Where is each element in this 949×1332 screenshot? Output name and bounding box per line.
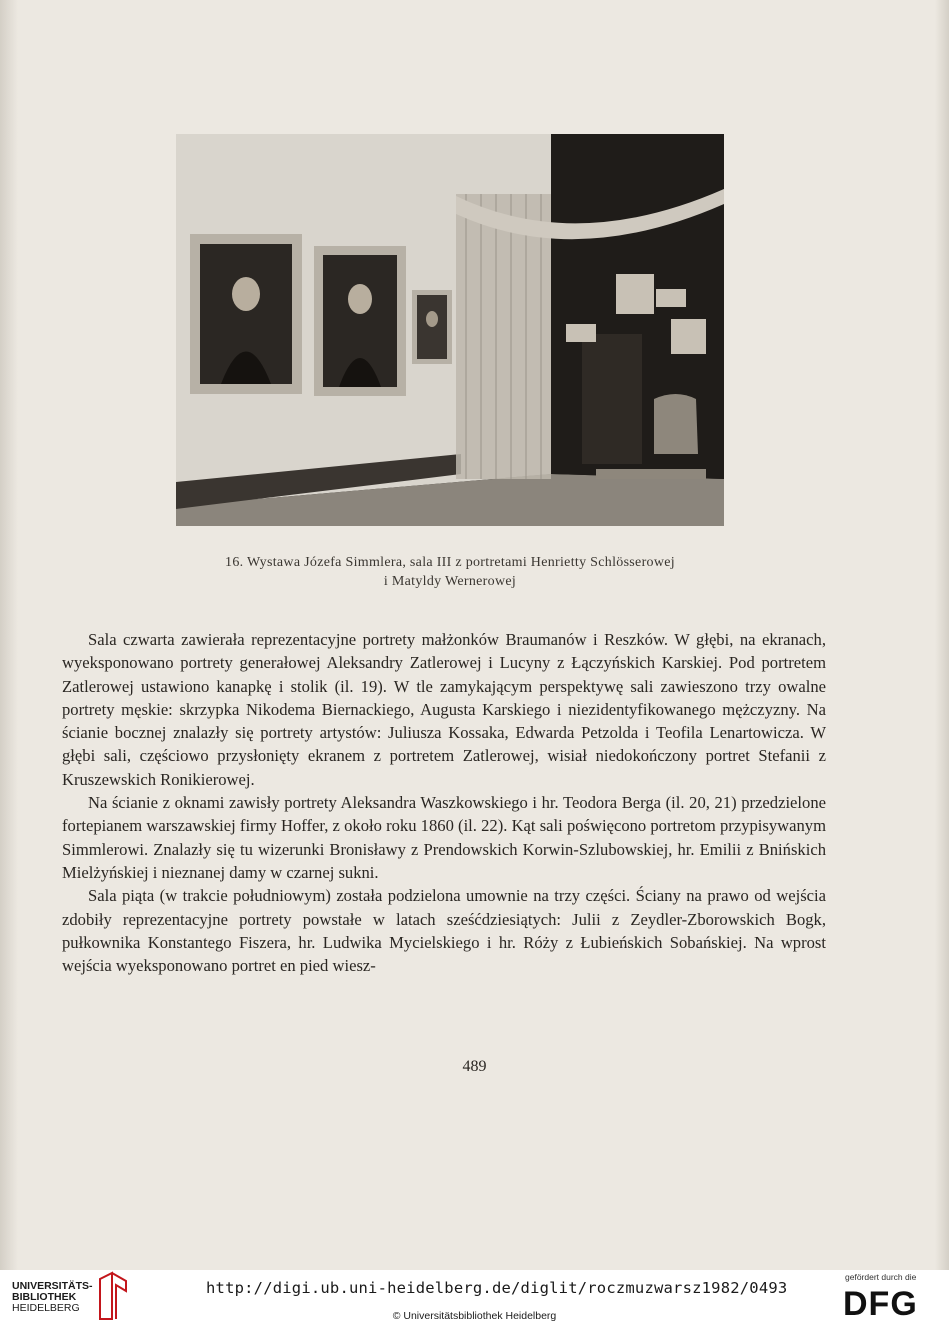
portrait-frame-3 bbox=[412, 290, 452, 364]
funding-label: gefördert durch die bbox=[845, 1272, 917, 1282]
portrait-frame-2 bbox=[314, 246, 406, 396]
body-text bbox=[62, 628, 826, 977]
copyright-notice: © Universitätsbibliothek Heidelberg bbox=[392, 1310, 557, 1322]
permalink-url[interactable]: http://digi.ub.uni-heidelberg.de/diglit/roczmuzwarsz1982/0493 bbox=[206, 1279, 788, 1297]
exhibition-photo bbox=[176, 134, 724, 526]
library-name-line-2: BIBLIOTHEK bbox=[12, 1291, 77, 1303]
caption-line-2: i Matyldy Wernerowej bbox=[383, 574, 517, 589]
dfg-logo: DFG bbox=[843, 1285, 918, 1323]
library-name-line-3: HEIDELBERG bbox=[12, 1302, 80, 1314]
page-number: 489 bbox=[462, 1058, 487, 1075]
figure-caption bbox=[160, 553, 740, 591]
library-name-line-1: UNIVERSITÄTS- bbox=[12, 1280, 93, 1292]
caption-line-1: 16. Wystawa Józefa Simmlera, sala III z portretami Henrietty Schlösserowej bbox=[225, 555, 675, 570]
paragraph-1: Sala czwarta zawierała reprezentacyjne portrety małżonków Braumanów i Reszków. W głębi, na ekranach, wyeksponowano portrety generałowej Aleksandry Zatlerowej i Lucyny z Łączyńskich Karskiej. Pod portretem Zatlerowej ustawiono kanapkę i stolik (il. 19). W tle zamykającym perspektywę sali zawieszono trzy owalne portrety męskie: skrzypka Nikodema Biernackiego, Augusta Karskiego i niezidentyfikowanego mężczyzny. Na ścianie bocznej znalazły się portrety artystów: Juliusza Kossaka, Edwarda Petzolda i Teofila Lenartowicza. W głębi sali, częściowo przysłonięty ekranem z portretem Zatlerowej, wisiał niedokończony portret Stefanii z Kruszewskich Ronikierowej. bbox=[62, 630, 826, 789]
page-edge-left bbox=[0, 0, 18, 1270]
page-edge-right bbox=[935, 0, 949, 1270]
exhibition-room-illustration bbox=[176, 134, 724, 526]
paragraph-3: Sala piąta (w trakcie południowym) została podzielona umownie na trzy części. Ściany na prawo od wejścia zdobiły reprezentacyjne portrety powstałe w latach sześćdziesiątych: Julii z Zeydler-Zborowskich Bogk, pułkownika Konstantego Fiszera, hr. Ludwika Mycielskiego i hr. Róży z Łubieńskich Sobańskiej. Na wprost wejścia wyeksponowano portret en pied wiesz- bbox=[62, 886, 826, 976]
portrait-frame-1 bbox=[190, 234, 302, 394]
paragraph-2: Na ścianie z oknami zawisły portrety Aleksandra Waszkowskiego i hr. Teodora Berga (il. 20, 21) przedzielone fortepianem warszawskiej firmy Hoffer, z około roku 1860 (il. 22). Kąt sali poświęcono portretom przypisywanym Simmlerowi. Znalazły się tu wizerunki Bronisławy z Prendowskich Korwin-Szlubowskiej, hr. Emilii z Bnińskich Mielżyńskiej i nieznanej damy w czarnej sukni. bbox=[62, 793, 826, 882]
